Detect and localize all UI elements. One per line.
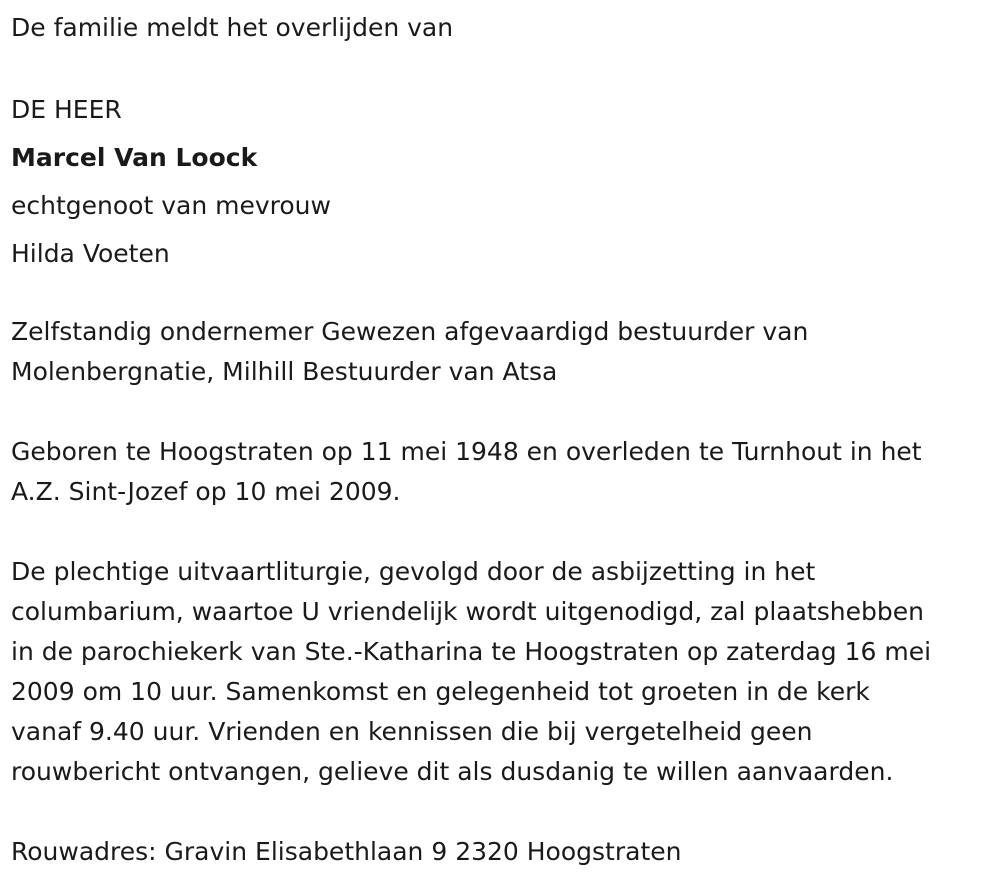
- mourning-address: Rouwadres: Gravin Elisabethlaan 9 2320 Hoogstraten: [11, 837, 682, 866]
- funeral-paragraph: [11, 552, 996, 792]
- intro-text: De familie meldt het overlijden van: [11, 13, 454, 42]
- spacer: [11, 278, 996, 312]
- spacer: [11, 792, 996, 832]
- paragraph-line: rouwbericht ontvangen, gelieve dit als dusdanig te willen aanvaarden.: [11, 757, 894, 786]
- spouse-relation: echtgenoot van mevrouw: [11, 191, 331, 220]
- spouse-name: Hilda Voeten: [11, 239, 170, 268]
- paragraph-line: De plechtige uitvaartliturgie, gevolgd door de asbijzetting in het: [11, 557, 816, 586]
- salutation: DE HEER: [11, 95, 122, 124]
- paragraph-line: Geboren te Hoogstraten op 11 mei 1948 en overleden te Turnhout in het: [11, 437, 922, 466]
- spacer: [11, 52, 996, 86]
- paragraph-line: 2009 om 10 uur. Samenkomst en gelegenheid tot groeten in de kerk: [11, 677, 870, 706]
- paragraph-line: Molenbergnatie, Milhill Bestuurder van Atsa: [11, 357, 558, 386]
- paragraph-line: A.Z. Sint-Jozef op 10 mei 2009.: [11, 477, 401, 506]
- paragraph-line: in de parochiekerk van Ste.-Katharina te Hoogstraten op zaterdag 16 mei: [11, 637, 932, 666]
- obituary-notice: [11, 0, 996, 872]
- deceased-name: Marcel Van Loock: [11, 143, 258, 172]
- paragraph-line: vanaf 9.40 uur. Vrienden en kennissen die bij vergetelheid geen: [11, 717, 813, 746]
- paragraph-line: Zelfstandig ondernemer Gewezen afgevaardigd bestuurder van: [11, 317, 809, 346]
- spacer: [11, 392, 996, 432]
- occupation-paragraph: [11, 312, 996, 392]
- spacer: [11, 512, 996, 552]
- birth-death-paragraph: [11, 432, 996, 512]
- paragraph-line: columbarium, waartoe U vriendelijk wordt uitgenodigd, zal plaatshebben: [11, 597, 924, 626]
